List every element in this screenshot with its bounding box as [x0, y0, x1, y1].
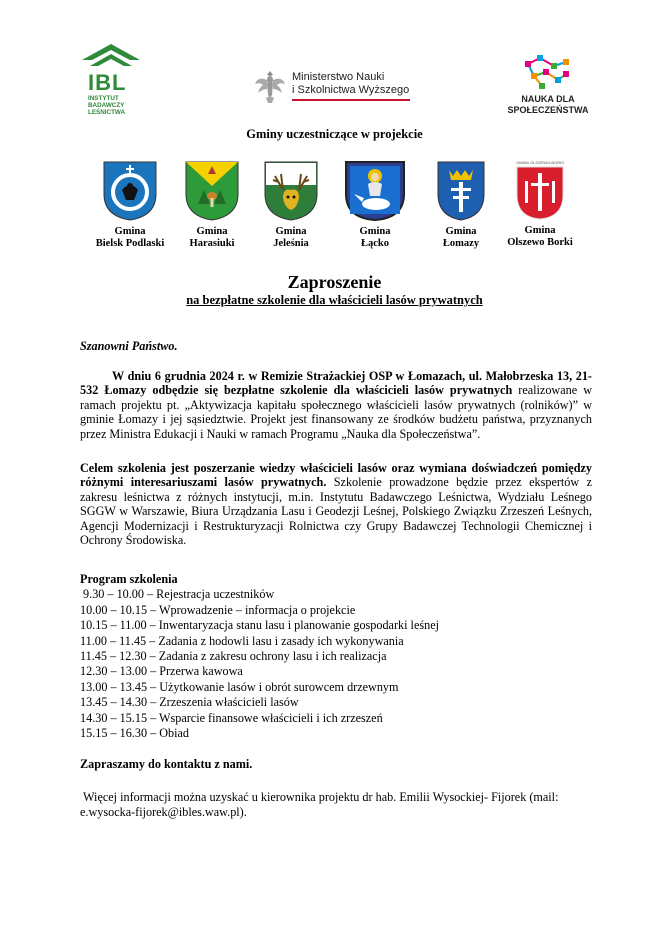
contact-invitation: Zapraszamy do kontaktu z nami.	[80, 757, 253, 771]
ibl-short: IBL	[88, 70, 127, 95]
crest-olszewo-borki	[495, 160, 585, 249]
invitation-title: Zaproszenie	[287, 272, 382, 292]
crest-label: Gmina Olszewo Borki	[507, 225, 573, 248]
project-description: realizowane w ramach projektu pt. „Aktywizacja kapitału społecznego właścicieli lasów prywatnych (rolników)” w gminie Łomazy i jej sąsiedztwie. Projekt jest finansowany ze środków budżetu państwa, przyznanych przez Ministra Edukacji i Nauki w ramach Programu „Nauka dla Społeczeństwa”.	[80, 383, 592, 441]
goal-statement: Celem szkolenia jest poszerzanie wiedzy właścicieli lasów oraz wymiana doświadczeń pomiędzy różnymi interesariuszami lasów prywatnych.	[80, 461, 592, 490]
bielsk-podlaski-coat-of-arms-icon	[102, 160, 158, 222]
ibl-fullname: INSTYTUT BADAWCZY LEŚNICTWA	[88, 95, 126, 116]
experts-description: Szkolenie prowadzone będzie przez ekspertów z zakresu leśnictwa z różnych instytucji, m.in. Instytutu Badawczego Leśnictwa, Wydziału Leśnego SGGW w Warszawie, Biura Urządzania Lasu i Geodezji Leśnej, Polskiego Związku Zrzeszeń Leśnych, Agencji Modernizacji i Restrukturyzacji Rolnictwa czy Grupy Badawczej Technologii Chemicznej i Ochrony Środowiska.	[80, 475, 592, 548]
invitation-subtitle: na bezpłatne szkolenie dla właścicieli lasów prywatnych	[186, 293, 483, 307]
ministry-name: Ministerstwo Nauki i Szkolnictwa Wyższego	[292, 71, 410, 96]
nauka-name: NAUKA DLA SPOŁECZEŃSTWA	[507, 94, 589, 115]
municipality-crests	[0, 160, 669, 260]
crest-label: Gmina Łomazy	[442, 226, 480, 249]
program-item: 11.00 – 11.45 – Zadania z hodowli lasu i zasady ich wykonywania	[80, 633, 404, 648]
crest-harasiuki	[167, 160, 257, 250]
jelesnia-coat-of-arms-icon	[263, 160, 319, 222]
ministry-logo	[254, 68, 424, 108]
lacko-coat-of-arms-icon	[344, 160, 406, 222]
program-item: 13.00 – 13.45 – Użytkowanie lasów i obrót surowcem drzewnym	[80, 679, 399, 694]
crest-jelesnia	[246, 160, 336, 250]
program-item: 15.15 – 16.30 – Obiad	[80, 726, 190, 741]
crest-lacko	[330, 160, 420, 250]
eagle-emblem-icon	[254, 68, 286, 106]
event-details: W dniu 6 grudnia 2024 r. w Remizie Strażackiej OSP w Łomazach, ul. Małobrzeska 13, 21-532 Łomazy odbędzie się bezpłatne szkolenie dla właścicieli lasów prywatnych	[80, 369, 592, 398]
crest-label: Gmina Łącko	[359, 226, 391, 249]
training-program	[80, 572, 439, 741]
harasiuki-coat-of-arms-icon	[184, 160, 240, 222]
program-item: 11.45 – 12.30 – Zadania z zakresu ochrony lasu i ich realizacja	[80, 649, 387, 664]
program-heading: Program szkolenia	[80, 572, 178, 586]
ministry-underline	[292, 99, 410, 101]
goal-paragraph	[80, 461, 592, 547]
ibl-logo	[80, 42, 142, 120]
program-item: 10.00 – 10.15 – Wprowadzenie – informacja o projekcie	[80, 602, 356, 617]
crest-label: Gmina Bielsk Podlaski	[95, 226, 165, 249]
program-item: 12.30 – 13.00 – Przerwa kawowa	[80, 664, 243, 679]
crest-caption: GMINA OLSZEWO-BORKI	[516, 160, 564, 165]
olszewo-borki-coat-of-arms-icon	[515, 165, 565, 221]
lomazy-coat-of-arms-icon	[436, 160, 486, 222]
event-paragraph	[80, 369, 592, 441]
municipalities-heading: Gminy uczestniczące w projekcie	[246, 127, 423, 141]
nauka-logo	[498, 54, 596, 120]
salutation: Szanowni Państwo.	[80, 339, 178, 353]
crest-bielsk-podlaski	[85, 160, 175, 250]
program-item: 10.15 – 11.00 – Inwentaryzacja stanu lasu i planowanie gospodarki leśnej	[80, 618, 439, 633]
network-nodes-icon	[498, 54, 596, 92]
crest-label: Gmina Harasiuki	[189, 226, 235, 249]
crest-lomazy	[416, 160, 506, 250]
program-item: 13.45 – 14.30 – Zrzeszenia właścicieli lasów	[80, 695, 299, 710]
project-contact-info: Więcej informacji można uzyskać u kierownika projektu dr hab. Emilii Wysockiej- Fijorek (mail: e.wysocka-fijorek@ibles.waw.pl).	[80, 790, 562, 819]
program-item: 9.30 – 10.00 – Rejestracja uczestników	[80, 587, 275, 602]
program-item: 14.30 – 15.15 – Wsparcie finansowe właścicieli i ich zrzeszeń	[80, 710, 383, 725]
ibl-tree-icon	[80, 42, 142, 72]
crest-label: Gmina Jeleśnia	[273, 226, 309, 249]
